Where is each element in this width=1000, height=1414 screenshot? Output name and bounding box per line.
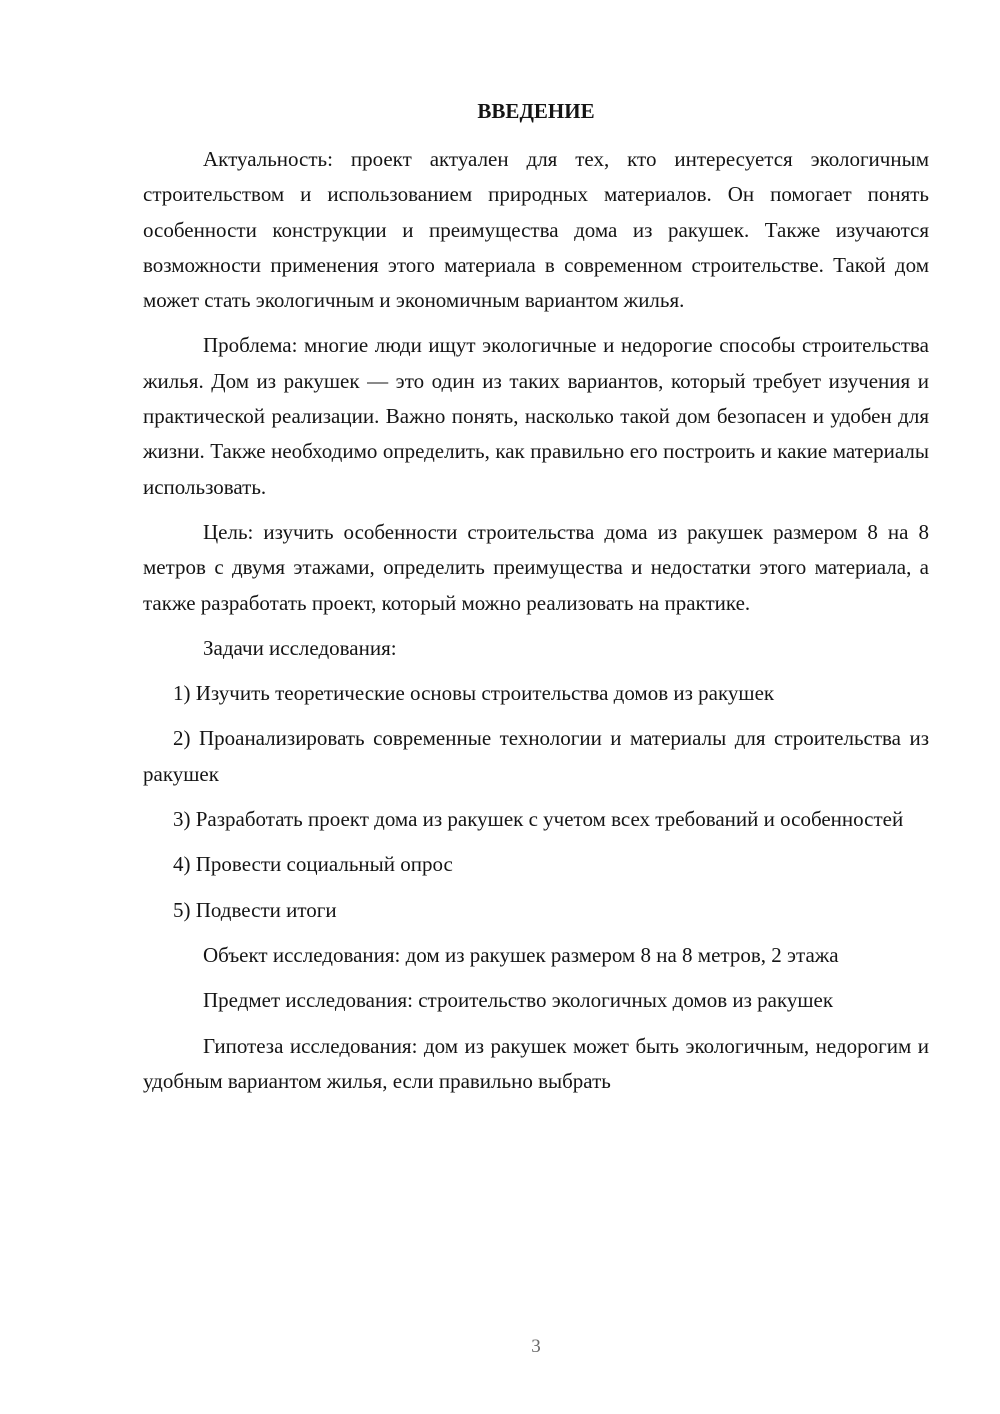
paragraph-object: Объект исследования: дом из ракушек размером 8 на 8 метров, 2 этажа bbox=[203, 942, 839, 967]
page-number: 3 bbox=[531, 1336, 541, 1357]
body-text bbox=[143, 142, 929, 1109]
task-item-1: 1) Изучить теоретические основы строительства домов из ракушек bbox=[173, 681, 775, 706]
paragraph-goal: Цель: изучить особенности строительства дома из ракушек размером 8 на 8 метров с двумя этажами, определить преимущества и недостатки этого материала, а также разработать проект, который можно реализовать на практике. bbox=[143, 519, 929, 615]
task-item-5: 5) Подвести итоги bbox=[173, 897, 337, 922]
paragraph-relevance: Актуальность: проект актуален для тех, кто интересуется экологичным строительством и использованием природных материалов. Он помогает понять особенности конструкции и преимущества дома из ракушек. Также изучаются возможности применения этого материала в современном строительстве. Такой дом может стать экологичным и экономичным вариантом жилья. bbox=[143, 147, 929, 313]
paragraph-hypothesis: Гипотеза исследования: дом из ракушек может быть экологичным, недорогим и удобным вариантом жилья, если правильно выбрать bbox=[143, 1033, 929, 1093]
paragraph-problem: Проблема: многие люди ищут экологичные и недорогие способы строительства жилья. Дом из ракушек — это один из таких вариантов, который требует изучения и практической реализации. Важно понять, насколько такой дом безопасен и удобен для жизни. Также необходимо определить, как правильно его построить и какие материалы использовать. bbox=[143, 333, 929, 499]
task-item-4: 4) Провести социальный опрос bbox=[173, 852, 453, 877]
paragraph-subject: Предмет исследования: строительство экологичных домов из ракушек bbox=[203, 988, 834, 1013]
paragraph-tasks-heading: Задачи исследования: bbox=[203, 635, 397, 660]
task-item-3: 3) Разработать проект дома из ракушек с учетом всех требований и особенностей bbox=[173, 807, 904, 832]
task-item-2: 2) Проанализировать современные технологии и материалы для строительства из ракушек bbox=[143, 726, 929, 786]
section-heading: ВВЕДЕНИЕ bbox=[477, 99, 595, 123]
